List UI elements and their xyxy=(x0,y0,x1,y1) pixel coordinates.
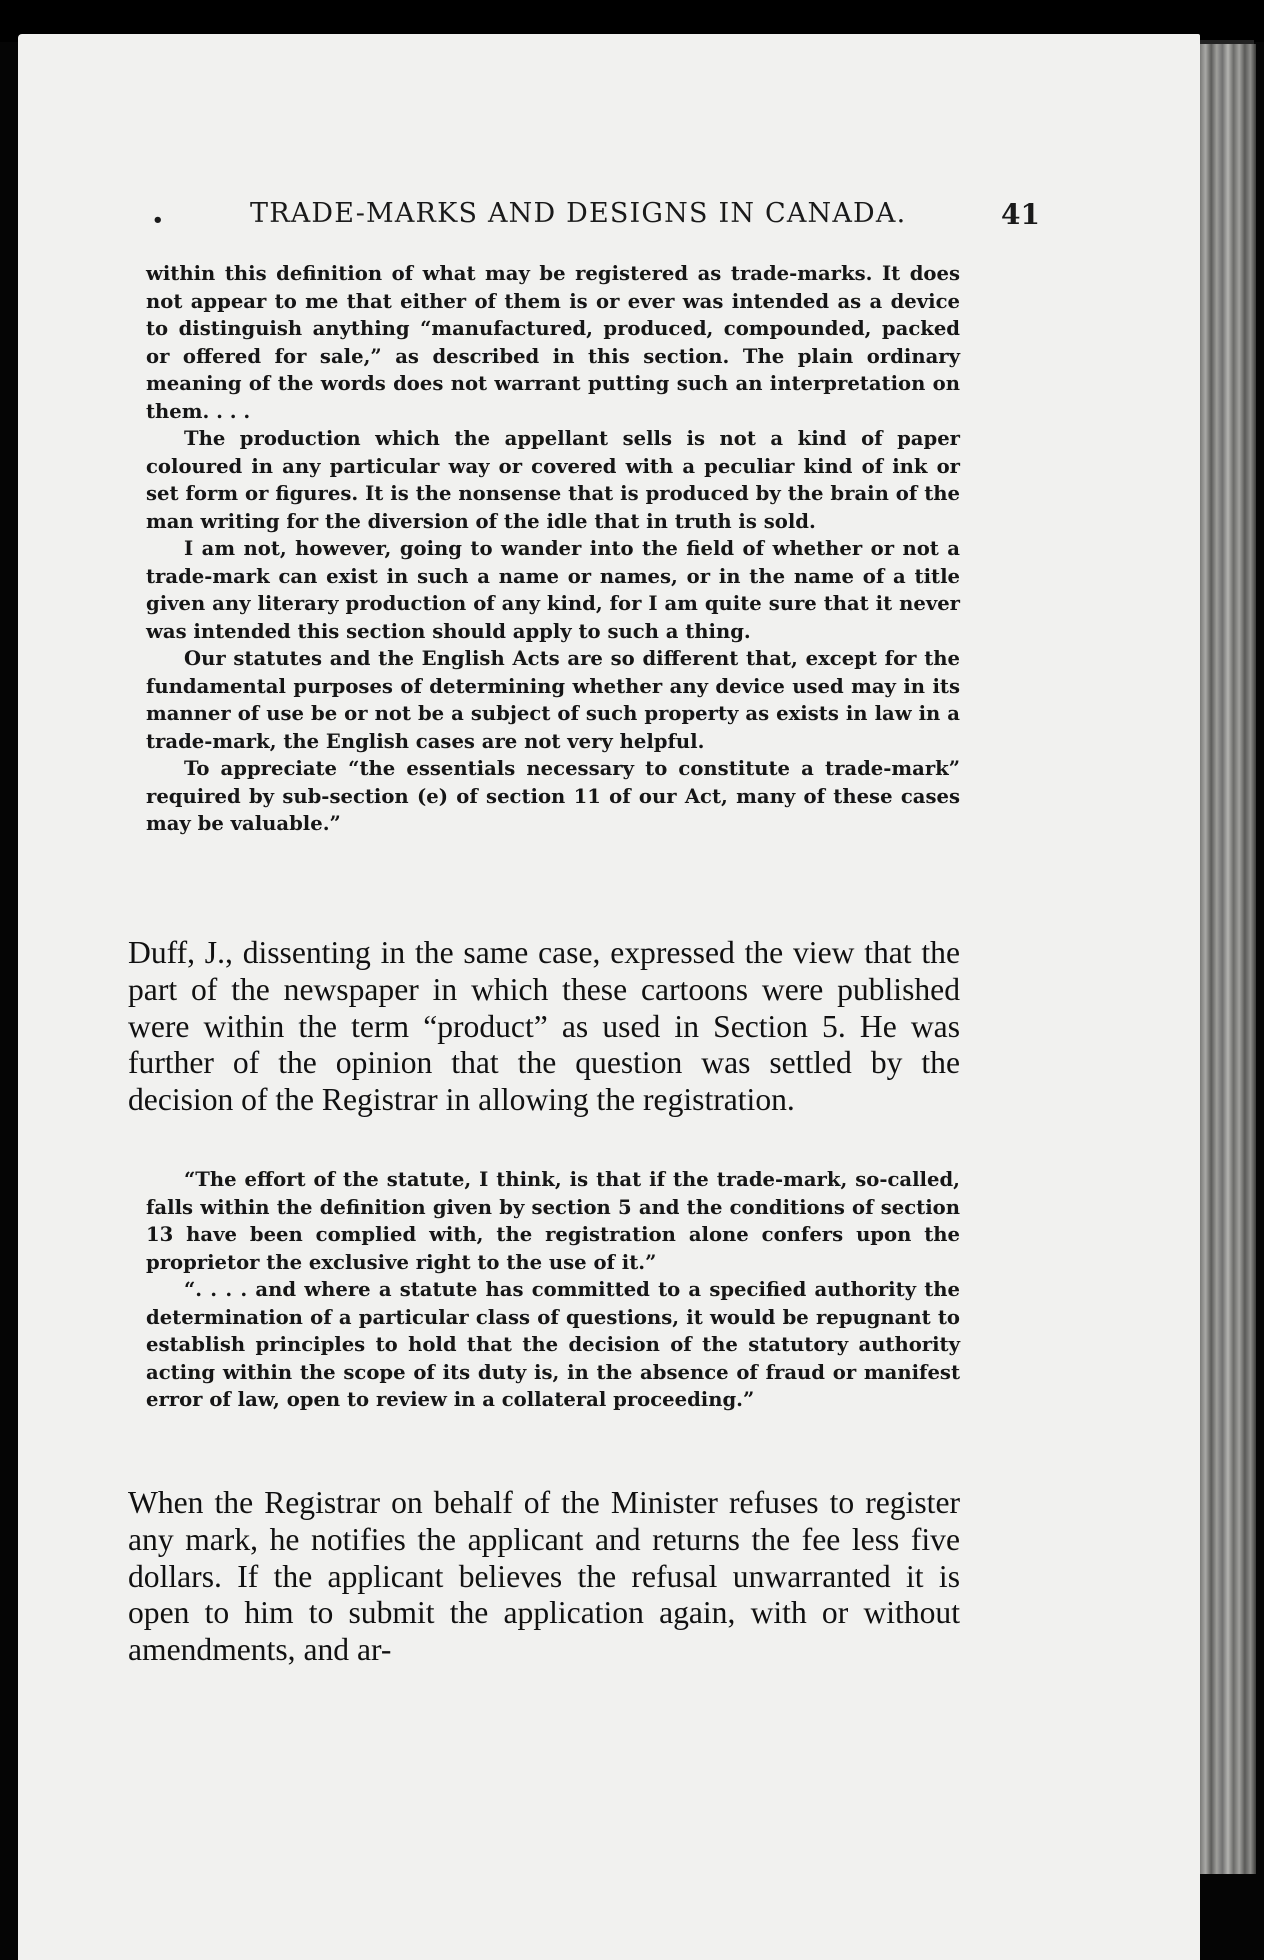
quoted-dissent-block xyxy=(146,1166,960,1414)
running-head xyxy=(150,198,1040,238)
quote-paragraph: Our statutes and the English Acts are so different that, except for the fundamental purposes of determining whether any device used may in its manner of use be or not be a subject of such property as exists in law in a trade-mark, the English cases are not very helpful. xyxy=(146,647,960,753)
quote-paragraph: within this definition of what may be registered as trade-marks. It does not appear to me that either of them is or ever was intended as a device to distinguish anything “manufactured, produced, compounded, packed or offered for sale,” as described in this section. The plain ordinary meaning of the words does not warrant putting such an interpretation on them. . . . xyxy=(146,262,960,423)
quote-paragraph: “. . . . and where a statute has committed to a specified authority the determination of a particular class of questions, it would be repugnant to establish principles to hold that the decision of the statutory authority acting within the scope of its duty is, in the absence of fraud or manifest error of law, open to review in a collateral proceeding.” xyxy=(146,1278,960,1411)
running-head-title: TRADE-MARKS AND DESIGNS IN CANADA. xyxy=(250,198,907,229)
quote-paragraph: To appreciate “the essentials necessary to constitute a trade-mark” required by sub-section (e) of section 11 of our Act, many of these cases may be valuable.” xyxy=(146,757,960,835)
page-number: 41 xyxy=(1001,198,1040,231)
quote-paragraph: I am not, however, going to wander into the field of whether or not a trade-mark can exist in such a name or names, or in the name of a title given any literary production of any kind, for I am quite sure that it never was intended this section should apply to such a thing. xyxy=(146,537,960,643)
quote-paragraph: The production which the appellant sells is not a kind of paper coloured in any particular way or covered with a peculiar kind of ink or set form or figures. It is the nonsense that is produced by the brain of the man writing for the diversion of the idle that in truth is sold. xyxy=(146,427,960,533)
body-paragraph-registrar-refusal: When the Registrar on behalf of the Minister refuses to register any mark, he notifies the applicant and returns the fee less five dollars. If the applicant believes the refusal unwarranted it is open to him to submit the application again, with or without amendments, and ar- xyxy=(128,1485,960,1668)
running-head-ornament: • xyxy=(152,210,164,231)
quote-paragraph: “The effort of the statute, I think, is that if the trade-mark, so-called, falls within the definition given by section 5 and the conditions of section 13 have been complied with, the registration alone confers upon the proprietor the exclusive right to the use of it.” xyxy=(146,1168,960,1274)
quoted-judgment-block xyxy=(146,260,960,838)
body-paragraph-duff-dissent: Duff, J., dissenting in the same case, expressed the view that the part of the newspaper in which these cartoons were published were within the term “product” as used in Section 5. He was further of the opinion that the question was settled by the decision of the Registrar in allowing the registration. xyxy=(128,935,960,1118)
